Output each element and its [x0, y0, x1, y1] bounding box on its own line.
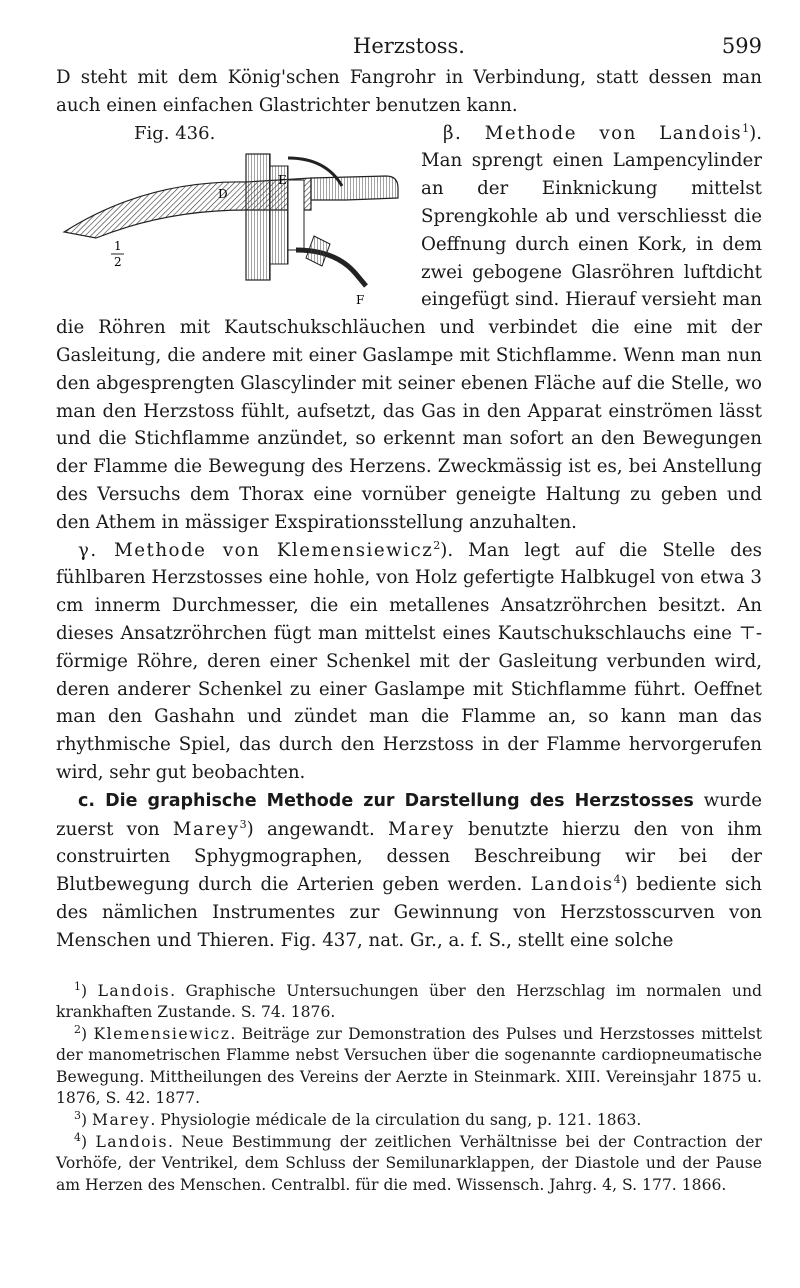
paragraph-graphic-method — [56, 787, 762, 955]
author-name: Marey — [172, 818, 240, 840]
method-text: ). Man sprengt einen Lampencylinder an der Einknickung mittelst Sprengkohle ab und verschliesst die Oeffnung durch einen Kork, in dem zwei gebogene Glasröhren luftdicht eingefügt sind. Hierauf versieht man die Röhren mit Kautschukschläuchen und verbindet die eine mit der Gasleitung, die andere mit einer Gaslampe mit Stichflamme. Wenn man nun den abgesprengten Glascylinder mit seiner ebenen Fläche auf die Stelle, wo man den Herzstoss fühlt, aufsetzt, das Gas in den Apparat einströmen lässt und die Stichflamme anzündet, so erkennt man sofort an den Bewegungen der Flamme die Bewegung des Herzens. Zweckmässig ist es, bei Anstellung des Versuchs dem Thorax eine vornüber geneigte Haltung zu geben und den Athem in mässiger Exspirationsstellung anzuhalten. — [56, 122, 762, 533]
apparatus-illustration — [56, 140, 411, 307]
footnote-number: 2 — [74, 1022, 81, 1036]
method-heading: β. Methode von Landois — [443, 122, 743, 144]
footnote-ref: 4 — [613, 873, 621, 887]
footnote-author: Klemensiewicz — [93, 1024, 231, 1043]
footnote: $^3$) Marey. Physiologie médicale de la circulation du sang, p. 121. 1863. — [74, 1108, 642, 1130]
footnote-text: . Physiologie médicale de la circulation du sang, p. 121. 1863. — [150, 1111, 642, 1130]
scale-denominator: 2 — [114, 254, 122, 269]
footnote-text: . Neue Bestimmung der zeitlichen Verhältnisse bei der Contraction der Vorhöfe, der Ventrikel, dem Schluss der Semilunarklappen, der Diastole und der Pause am Herzen des Menschen. Centralbl. für die med. Wissensch. Jahrg. 4, S. 177. 1866. — [56, 1132, 762, 1194]
footnote-text: . Graphische Untersuchungen über den Herzschlag im normalen und krankhaften Zustande. S. 74. 1876. — [56, 981, 762, 1022]
footnote: $^2$) Klemensiewicz. Beiträge zur Demonstration des Pulses und Herzstosses mittelst der manometrischen Flamme nebst Versuchen über die sogenannte cardiopneumatische Bewegung. Mittheilungen des Vereins der Aerzte in Steinmark. XIII. Vereinsjahr 1875 u. 1876, S. 42. 1877. — [56, 1022, 762, 1108]
text-run: ) bediente sich des nämlichen Instrumentes zur Gewinnung von Herzstosscurven von Menschen und Thieren. Fig. 437, nat. Gr., a. f. S., stellt eine solche — [56, 874, 762, 951]
author-name: Marey — [388, 818, 455, 840]
footnote-number: 3 — [74, 1108, 81, 1122]
footnote-ref: 1 — [742, 121, 750, 135]
method-heading: γ. Methode von Klemensiewicz — [78, 539, 434, 561]
footnotes — [56, 981, 762, 1197]
footnote: $^4$) Landois. Neue Bestimmung der zeitlichen Verhältnisse bei der Contraction der Vorhöfe, der Ventrikel, dem Schluss der Semilunarklappen, der Diastole und der Pause am Herzen des Menschen. Centralbl. für die med. Wissensch. Jahrg. 4, S. 177. 1866. — [56, 1130, 762, 1194]
footnote-author: Landois — [95, 1132, 169, 1151]
page-number: 599 — [721, 34, 762, 58]
main-text — [56, 64, 762, 955]
footnote-ref: 3 — [239, 817, 247, 831]
scale-numerator: 1 — [114, 238, 122, 253]
label-e: E — [278, 172, 287, 187]
footnote-ref: 2 — [433, 538, 441, 552]
paragraph-klemensiewicz-method — [56, 537, 762, 787]
label-d: D — [218, 186, 228, 201]
label-f: F — [356, 292, 365, 307]
section-heading: c. Die graphische Methode zur Darstellung des Herzstosses — [78, 790, 694, 811]
footnote: $^1$) Landois. Graphische Untersuchungen über den Herzschlag im normalen und krankhaften Zustande. S. 74. 1876. — [56, 979, 762, 1022]
text-run: benutzte hierzu den von ihm construirten Sphygmographen, dessen Beschreibung wir bei der Blutbewegung durch die Arterien geben werden. — [56, 818, 762, 896]
footnote-author: Landois — [97, 981, 171, 1000]
running-title: Herzstoss. — [353, 34, 465, 58]
paragraph-intro: D steht mit dem König'schen Fangrohr in Verbindung, statt dessen man auch einen einfachen Glastrichter benutzen kann. — [56, 67, 762, 116]
footnote-author: Marey — [92, 1111, 151, 1130]
footnote-number: 1 — [74, 979, 81, 993]
figure-label: Fig. 436. — [134, 122, 216, 144]
text-run: ) angewandt. — [246, 818, 389, 840]
method-text: ). Man legt auf die Stelle des fühlbaren Herzstosses eine hohle, von Holz gefertigte Halbkugel von etwa 3 cm innerm Durchmesser, die ein metallenes Ansatzröhrchen besitzt. An dieses Ansatzröhrchen fügt man mittelst eines Kautschukschlauchs eine ⊤-förmige Röhre, deren einer Schenkel mit der Gasleitung verbunden wird, deren anderer Schenkel zu einer Gaslampe mit Stichflamme führt. Oeffnet man den Gashahn und zündet man die Flamme an, so kann man das rhythmische Spiel, das durch den Herzstoss in der Flamme hervorgerufen wird, sehr gut beobachten. — [56, 539, 762, 783]
footnote-number: 4 — [74, 1130, 81, 1144]
text-run: wurde zuerst von — [56, 789, 762, 840]
running-header — [56, 34, 762, 64]
page — [56, 34, 762, 1196]
figure-436 — [56, 120, 411, 307]
author-name: Landois — [530, 874, 614, 896]
footnote-text: . Beiträge zur Demonstration des Pulses und Herzstosses mittelst der manometrischen Flamme nebst Versuchen über die sogenannte cardiopneumatische Bewegung. Mittheilungen des Vereins der Aerzte in Steinmark. XIII. Vereinsjahr 1875 u. 1876, S. 42. 1877. — [56, 1024, 762, 1108]
